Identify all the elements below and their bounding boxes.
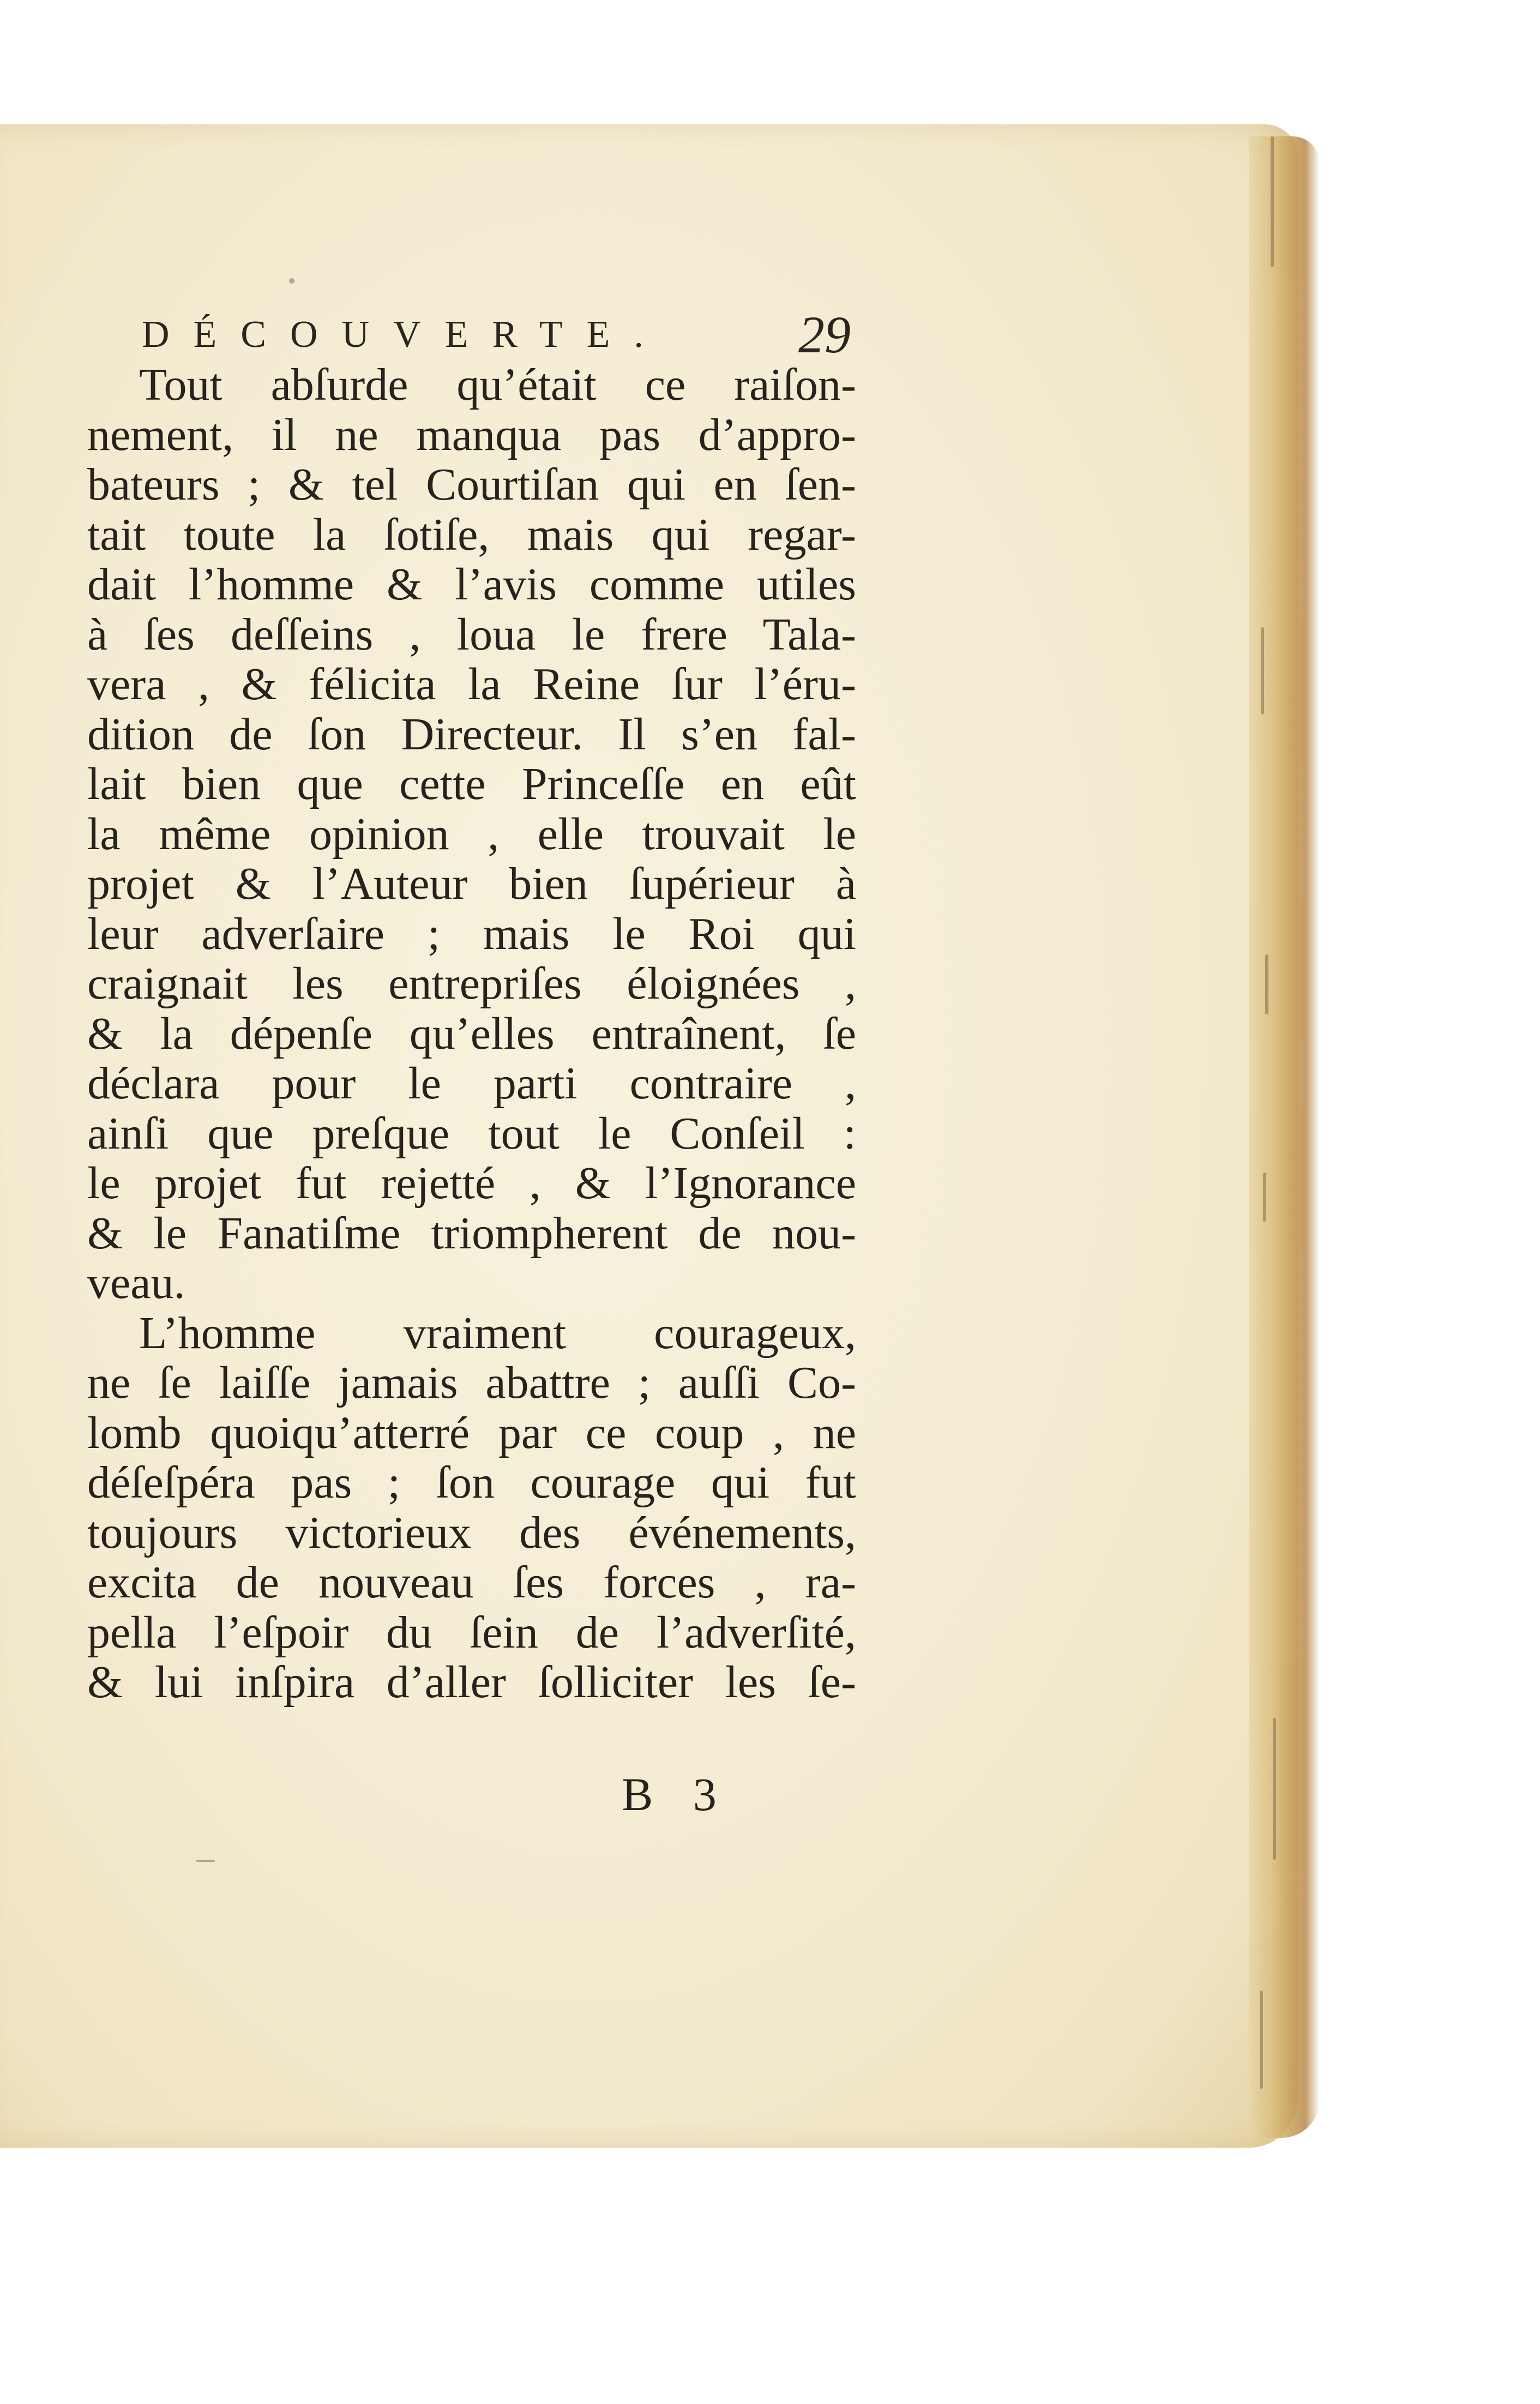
text-line: ainſi que preſque tout le Conſeil : (87, 1108, 856, 1159)
text-line: la même opinion , elle trouvait le (87, 808, 856, 860)
edge-mark (1263, 1173, 1266, 1222)
edge-mark (1271, 136, 1274, 267)
text-line: ne ſe laiſſe jamais abattre ; auſſi Co- (87, 1357, 856, 1408)
running-title: DÉCOUVERTE. (142, 314, 667, 356)
text-line: dition de ſon Directeur. Il s’en fal- (87, 708, 856, 760)
edge-mark (1273, 1718, 1276, 1860)
text-line: le projet fut rejetté , & l’Ignorance (87, 1158, 856, 1209)
text-line: lomb quoiqu’atterré par ce coup , ne (87, 1407, 856, 1458)
paper-speck (196, 1860, 215, 1862)
edge-mark (1260, 1991, 1263, 2089)
text-line: vera , & félicita la Reine ſur l’éru- (87, 659, 856, 710)
edge-mark (1261, 627, 1264, 714)
page-number: 29 (798, 305, 851, 364)
text-line: déclara pour le parti contraire , (87, 1058, 856, 1109)
page-header (142, 299, 851, 364)
text-line: & la dépenſe qu’elles entraînent, ſe (87, 1008, 856, 1059)
text-line: dait l’homme & l’avis comme utiles (87, 559, 856, 610)
text-line: leur adverſaire ; mais le Roi qui (87, 908, 856, 959)
signature-mark: B 3 (622, 1768, 731, 1820)
text-line: tait toute la ſotiſe, mais qui regar- (87, 509, 856, 560)
text-line: à ſes deſſeins , loua le frere Tala- (87, 609, 856, 660)
text-line: nement, il ne manqua pas d’appro- (87, 409, 856, 460)
text-line: veau. (87, 1258, 185, 1308)
text-line: pella l’eſpoir du ſein de l’adverſité, (87, 1607, 856, 1658)
page-edge (1249, 136, 1320, 2138)
paper-speck (289, 278, 294, 284)
edge-mark (1265, 954, 1268, 1014)
text-line: & le Fanatiſme triompherent de nou- (87, 1207, 856, 1259)
text-line: craignait les entrepriſes éloignées , (87, 958, 856, 1009)
body-text (87, 360, 856, 1708)
text-line: excita de nouveau ſes forces , ra- (87, 1557, 856, 1608)
text-line: toujours victorieux des événements, (87, 1507, 856, 1558)
text-line: déſeſpéra pas ; ſon courage qui fut (87, 1457, 856, 1508)
text-line: lait bien que cette Princeſſe en eût (87, 759, 856, 809)
text-line: bateurs ; & tel Courtiſan qui en ſen- (87, 459, 856, 510)
text-line: L’homme vraiment courageux, (139, 1307, 856, 1359)
text-line: Tout abſurde qu’était ce raiſon- (139, 359, 856, 410)
text-line: projet & l’Auteur bien ſupérieur à (87, 858, 856, 909)
text-line: & lui inſpira d’aller ſolliciter les ſe- (87, 1657, 856, 1708)
